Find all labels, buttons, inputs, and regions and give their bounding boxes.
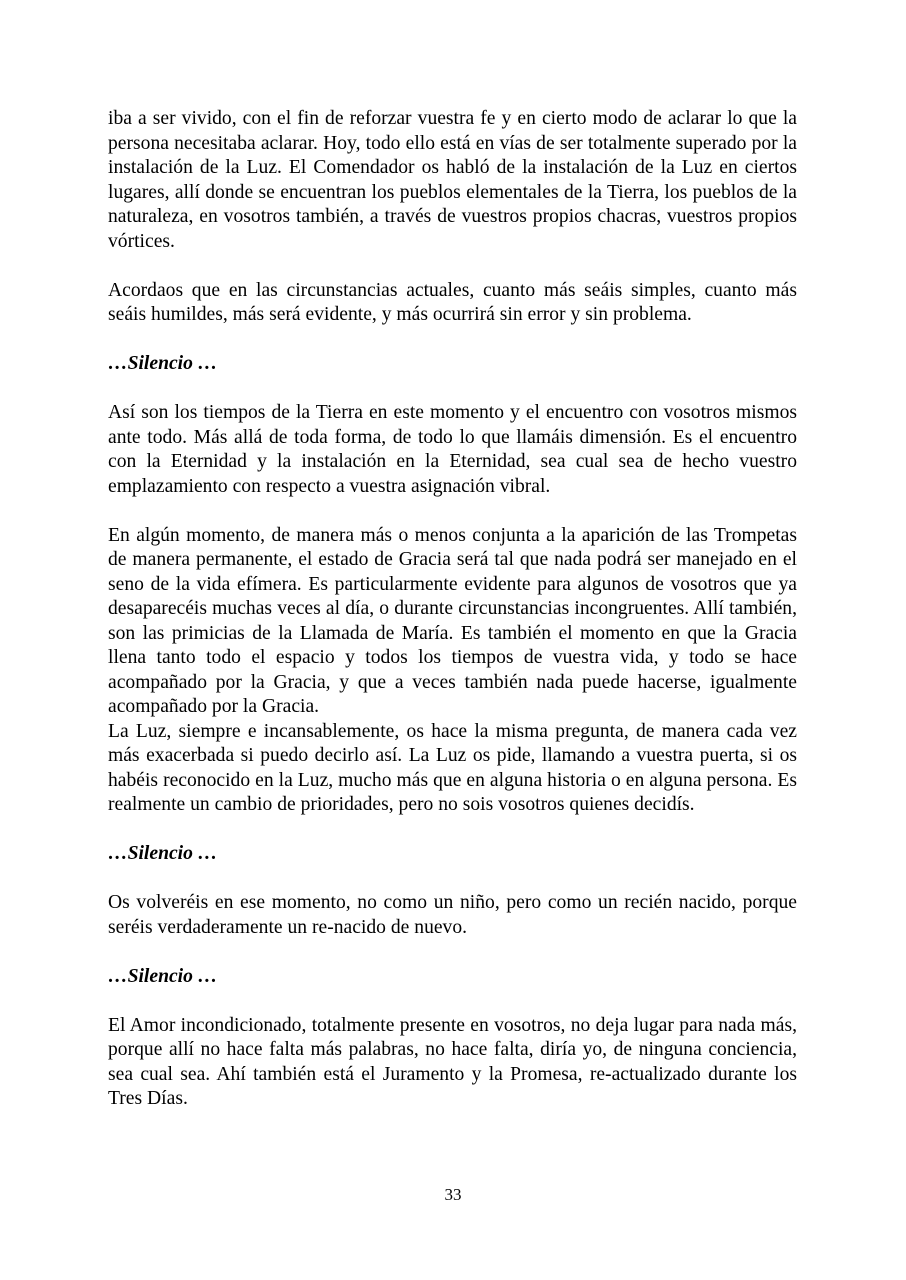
silencio-heading-1: …Silencio …	[108, 353, 218, 374]
paragraph-1: iba a ser vivido, con el fin de reforzar vuestra fe y en cierto modo de aclarar lo que la persona necesitaba aclarar. Hoy, todo ello está en vías de ser totalmente superado por la instalación de la Luz. El Comendador os habló de la instalación de la Luz en ciertos lugares, allí donde se encuentran los pueblos elementales de la Tierra, los pueblos de la naturaleza, en vosotros también, a través de vuestros propios chacras, vuestros propios vórtices.	[108, 108, 797, 252]
paragraph-7: El Amor incondicionado, totalmente presente en vosotros, no deja lugar para nada más, porque allí no hace falta más palabras, no hace falta, diría yo, de ninguna conciencia, sea cual sea. Ahí también está el Juramento y la Promesa, re-actualizado durante los Tres Días.	[108, 1014, 797, 1109]
paragraph-2: Acordaos que en las circunstancias actuales, cuanto más seáis simples, cuanto más seáis humildes, más será evidente, y más ocurrirá sin error y sin problema.	[108, 279, 797, 325]
page-number: 33	[444, 1185, 462, 1204]
silencio-heading-2: …Silencio …	[108, 843, 218, 864]
paragraph-3: Así son los tiempos de la Tierra en este momento y el encuentro con vosotros mismos ante todo. Más allá de toda forma, de todo lo que llamáis dimensión. Es el encuentro con la Eternidad y la instalación en la Eternidad, sea cual sea de hecho vuestro emplazamiento con respecto a vuestra asignación vibral.	[108, 402, 797, 497]
silencio-heading-3: …Silencio …	[108, 965, 218, 987]
paragraph-4: En algún momento, de manera más o menos conjunta a la aparición de las Trompetas de manera permanente, el estado de Gracia será tal que nada podrá ser manejado en el seno de la vida efímera. Es particularmente evidente para algunos de vosotros que ya desaparecéis muchas veces al día, o durante circunstancias incongruentes. Allí también, son las primicias de la Llamada de María. Es también el momento en que la Gracia llena tanto todo el espacio y todos los tiempos de vuestra vida, y todo se hace acompañado por la Gracia, y que a veces también nada puede hacerse, igualmente acompañado por la Gracia.	[108, 524, 797, 717]
paragraph-5: La Luz, siempre e incansablemente, os hace la misma pregunta, de manera cada vez más exacerbada si puedo decirlo así. La Luz os pide, llamando a vuestra puerta, si os habéis reconocido en la Luz, mucho más que en alguna historia o en alguna persona. Es realmente un cambio de prioridades, pero no sois vosotros quienes decidís.	[108, 720, 797, 815]
paragraph-6: Os volveréis en ese momento, no como un niño, pero como un recién nacido, porque seréis verdaderamente un re-nacido de nuevo.	[108, 892, 797, 938]
document-page	[108, 107, 797, 1136]
